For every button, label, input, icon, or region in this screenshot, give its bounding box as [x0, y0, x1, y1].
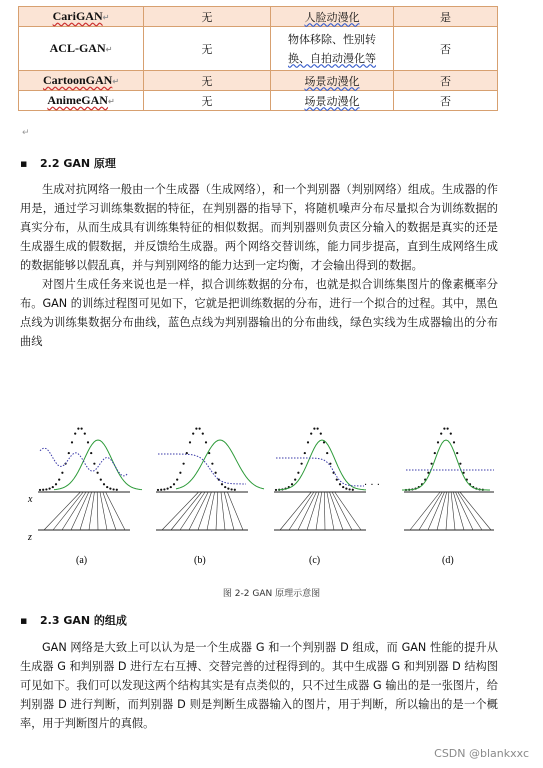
mapping-line [221, 492, 225, 530]
mapping-line [335, 492, 361, 530]
ellipsis: · · · [364, 480, 380, 491]
data-point [42, 489, 44, 491]
table-cell: 无 [144, 7, 271, 27]
mapping-line [189, 492, 208, 530]
data-point [234, 489, 236, 491]
mapping-line [307, 492, 319, 530]
data-point [307, 441, 309, 443]
table-cell: 场景动漫化 [271, 71, 394, 91]
table-row [19, 91, 498, 111]
gan-principle-figure [24, 418, 494, 568]
data-point [74, 433, 76, 435]
section-2-2-body [20, 180, 498, 351]
data-point [215, 472, 217, 474]
data-point [55, 483, 57, 485]
data-point [113, 488, 115, 490]
data-point [103, 483, 105, 485]
discriminator-curve [40, 448, 128, 476]
data-point [39, 489, 41, 491]
table-cell-name: CariGAN↵ [19, 7, 144, 27]
watermark: CSDN @blankxxc [434, 747, 529, 760]
data-point [106, 486, 108, 488]
data-point [336, 479, 338, 481]
discriminator-curve [158, 454, 246, 484]
x-axis-label: x [28, 494, 33, 505]
data-point [345, 488, 347, 490]
mapping-line [180, 492, 205, 530]
data-point [431, 463, 433, 465]
data-point [304, 452, 306, 454]
mapping-line [100, 492, 107, 530]
figure-caption: 图 2-2 GAN 原理示意图 [222, 589, 321, 599]
table-cell: 无 [144, 71, 271, 91]
data-point [202, 433, 204, 435]
mapping-line [224, 492, 234, 530]
data-point [167, 488, 169, 490]
data-point [301, 463, 303, 465]
data-point [157, 489, 159, 491]
mapping-line [44, 492, 80, 530]
data-point [310, 433, 312, 435]
section-heading-2-2: ▪ 2.2 GAN 原理 [20, 157, 116, 170]
mapping-line [332, 492, 352, 530]
mapping-line [216, 492, 218, 530]
mapping-line [53, 492, 83, 530]
data-point [320, 433, 322, 435]
mapping-line [316, 492, 322, 530]
mapping-line [97, 492, 98, 530]
data-point [440, 433, 442, 435]
mapping-line [298, 492, 317, 530]
mapping-line [324, 492, 325, 530]
table-cell-name: ACL-GAN↵ [19, 27, 144, 71]
data-point [87, 441, 89, 443]
generator-curve [402, 440, 490, 490]
mapping-line [207, 492, 215, 530]
mapping-line [327, 492, 334, 530]
gan-comparison-table [18, 6, 498, 111]
table-row [19, 7, 498, 27]
data-point [453, 441, 455, 443]
mapping-line [103, 492, 116, 530]
paragraph: 对图片生成任务来说也是一样，拟合训练数据的分布，也就是拟合训练集图片的像素概率分布。GAN 的训练过程图可见如下，它就是把训练数据的分布，进行一个拟合的过程。其中，黑色点线为训练集数据分布曲线，蓝色点线为判别器输出的分布曲线，绿色实线为生成器输出的分布曲线 [20, 278, 498, 348]
mapping-line [171, 492, 202, 530]
data-point [227, 488, 229, 490]
panel-label-a: (a) [76, 555, 88, 566]
data-point [170, 486, 172, 488]
table-cell: 是 [394, 7, 498, 27]
mapping-line [330, 492, 344, 530]
section-heading-2-3: ▪ 2.3 GAN 的组成 [20, 614, 127, 627]
mapping-line [453, 492, 464, 530]
data-point [221, 483, 223, 485]
table-cell: 场景动漫化 [271, 91, 394, 111]
mapping-line [162, 492, 199, 530]
mapping-line [280, 492, 311, 530]
mapping-line [289, 492, 314, 530]
data-point [90, 452, 92, 454]
table-cell: 无 [144, 27, 271, 71]
data-point [434, 452, 436, 454]
data-point [326, 452, 328, 454]
table-cell: 无 [144, 91, 271, 111]
data-point [173, 483, 175, 485]
data-point [437, 441, 439, 443]
data-point [291, 483, 293, 485]
data-point [109, 488, 111, 490]
data-point [116, 489, 118, 491]
data-point [443, 428, 445, 430]
mapping-line [446, 492, 449, 530]
data-point [52, 486, 54, 488]
data-point [68, 452, 70, 454]
generator-curve [278, 440, 366, 490]
mapping-line [198, 492, 211, 530]
data-point [313, 428, 315, 430]
data-point [84, 433, 86, 435]
generator-curve [54, 440, 142, 490]
table-cell: 否 [394, 91, 498, 111]
data-point [275, 489, 277, 491]
bullet-icon: ▪ [20, 157, 28, 170]
discriminator-curve [276, 458, 364, 486]
data-point [224, 486, 226, 488]
table-row [19, 71, 498, 91]
section-2-3-body [20, 638, 498, 733]
data-point [339, 483, 341, 485]
data-point [77, 428, 79, 430]
data-point [447, 428, 449, 430]
paragraph: GAN 网络是大致上可以认为是一个生成器 G 和一个判别器 D 组成，而 GAN 性能的提升从生成器 G 和判别器 D 进行左右互搏、交替完善的过程得到的。其中生成器 G 和判别器 D 结构图可见如下。我们可以发现这两个结构其实是有点类似的，只不过生成器 G 输出的是一张图片，给判别器 D 进行判断，而判别器 D 则是判断生成器输入的图片，用于判断，所以输出的是一个概率，用于判断图片的真假。 [20, 641, 498, 730]
data-point [211, 463, 213, 465]
data-point [163, 488, 165, 490]
data-point [97, 472, 99, 474]
data-point [297, 472, 299, 474]
data-point [58, 479, 60, 481]
data-point [459, 463, 461, 465]
panel-label-c: (c) [309, 555, 321, 566]
data-point [231, 488, 233, 490]
table-cell-name: AnimeGAN↵ [19, 91, 144, 111]
data-point [93, 463, 95, 465]
data-point [192, 433, 194, 435]
paragraph-mark: ↵ [22, 128, 30, 138]
bullet-icon: ▪ [20, 614, 28, 627]
table-cell: 否 [394, 71, 498, 91]
mapping-line [410, 492, 440, 530]
mapping-line [458, 492, 482, 530]
data-point [179, 472, 181, 474]
data-point [81, 428, 83, 430]
data-point [205, 441, 207, 443]
data-point [349, 488, 351, 490]
table-row [19, 27, 498, 71]
mapping-line [451, 492, 455, 530]
paragraph: 生成对抗网络一般由一个生成器（生成网络），和一个判别器（判别网络）组成。生成器的作用是，通过学习训练集数据的特征，在判别器的指导下，将随机噪声分布尽量拟合为训练数据的真实分布，从而生成具有训练集特征的相似数据。而判别器则负责区分输入的数据是真实的还是生成器生成的假数据，并反馈给生成器。两个网络交替训练，能力同步提高，直到生成网络生成的数据能够以假乱真，并与判别网络的能力达到一定均衡，才会输出得到的数据。 [20, 183, 498, 272]
mapping-line [227, 492, 243, 530]
data-point [456, 452, 458, 454]
data-point [176, 479, 178, 481]
data-point [45, 488, 47, 490]
data-point [61, 472, 63, 474]
data-point [71, 441, 73, 443]
data-point [183, 463, 185, 465]
table-cell-name: CartoonGAN↵ [19, 71, 144, 91]
panel-label-d: (d) [442, 555, 454, 566]
data-point [352, 489, 354, 491]
table-cell: 人脸动漫化 [271, 7, 394, 27]
mapping-line [106, 492, 125, 530]
data-point [49, 488, 51, 490]
data-point [195, 428, 197, 430]
generator-curve [176, 440, 264, 489]
data-point [160, 489, 162, 491]
table-cell: 否 [394, 27, 498, 71]
panel-label-b: (b) [194, 555, 206, 566]
data-point [317, 428, 319, 430]
data-point [100, 479, 102, 481]
data-point [199, 428, 201, 430]
table-cell: 物体移除、性别转 换、自拍动漫化等 [271, 27, 394, 71]
data-point [342, 486, 344, 488]
data-point [450, 433, 452, 435]
z-axis-label: z [28, 532, 32, 543]
data-point [294, 479, 296, 481]
data-point [189, 441, 191, 443]
